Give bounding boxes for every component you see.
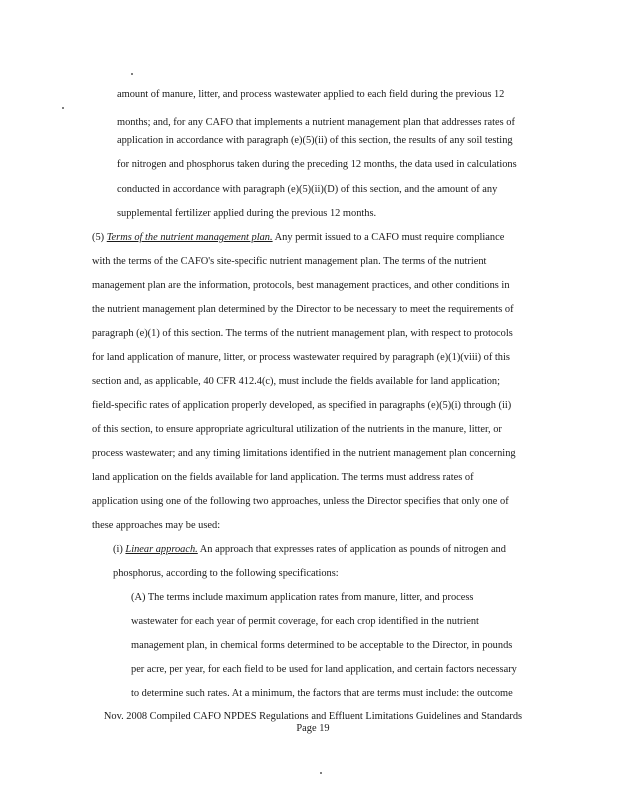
paragraph-line: application in accordance with paragraph (e)(5)(ii) of this section, the results of any soil testing [117,135,513,146]
subsection-a-first-line: (A) The terms include maximum application rates from manure, litter, and process [131,592,474,603]
paragraph-line: with the terms of the CAFO's site-specific nutrient management plan. The terms of the nutrient [92,256,487,267]
paragraph-line: management plan, in chemical forms determined to be acceptable to the Director, in pounds [131,640,513,651]
paragraph-line: wastewater for each year of permit coverage, for each crop identified in the nutrient [131,616,479,627]
subsection-heading: Linear approach. [125,544,198,555]
paragraph-line: for land application of manure, litter, or process wastewater required by paragraph (e)(1)(viii) of this [92,352,510,363]
section-label: (5) [92,232,105,243]
section-text: Any permit issued to a CAFO must require compliance [272,232,505,243]
paragraph-line: field-specific rates of application properly developed, as specified in paragraphs (e)(5)(i) through (ii) [92,400,512,411]
paragraph-line: management plan are the information, protocols, best management practices, and other conditions in [92,280,510,291]
page-number: Page 19 [296,723,330,734]
paragraph-line: paragraph (e)(1) of this section. The terms of the nutrient management plan, with respect to protocols [92,328,513,339]
paragraph-line: supplemental fertilizer applied during the previous 12 months. [117,208,377,219]
paragraph-line: process wastewater; and any timing limitations identified in the nutrient management plan concerning [92,448,516,459]
section-heading: Terms of the nutrient management plan. [106,232,273,243]
paragraph-line: these approaches may be used: [92,520,221,531]
scan-speck [131,73,133,75]
paragraph-line: section and, as applicable, 40 CFR 412.4(c), must include the fields available for land application; [92,376,501,387]
paragraph-line: of this section, to ensure appropriate agricultural utilization of the nutrients in the manure, litter, or [92,424,502,435]
scan-speck [62,107,64,109]
paragraph-line: conducted in accordance with paragraph (e)(5)(ii)(D) of this section, and the amount of any [117,184,498,195]
subsection-text: An approach that expresses rates of application as pounds of nitrogen and [197,544,506,555]
paragraph-line: the nutrient management plan determined by the Director to be necessary to meet the requirements of [92,304,514,315]
paragraph-line: for nitrogen and phosphorus taken during the preceding 12 months, the data used in calculations [117,159,517,170]
paragraph-line: application using one of the following two approaches, unless the Director specifies that only one of [92,496,509,507]
section-5-first-line [92,231,504,245]
paragraph-line: land application on the fields available for land application. The terms must address rates of [92,472,474,483]
paragraph-line: phosphorus, according to the following specifications: [113,568,339,579]
footer-title: Nov. 2008 Compiled CAFO NPDES Regulations and Effluent Limitations Guidelines and Standards [103,711,523,722]
paragraph-line: amount of manure, litter, and process wastewater applied to each field during the previous 12 [117,89,505,100]
paragraph-line: months; and, for any CAFO that implements a nutrient management plan that addresses rates of [117,117,515,128]
subsection-label: (i) [113,544,123,555]
scan-speck [320,772,322,774]
paragraph-line: per acre, per year, for each field to be used for land application, and certain factors necessary [131,664,517,675]
paragraph-line: to determine such rates. At a minimum, the factors that are terms must include: the outcome [131,688,513,699]
subsection-i-first-line [113,543,506,557]
